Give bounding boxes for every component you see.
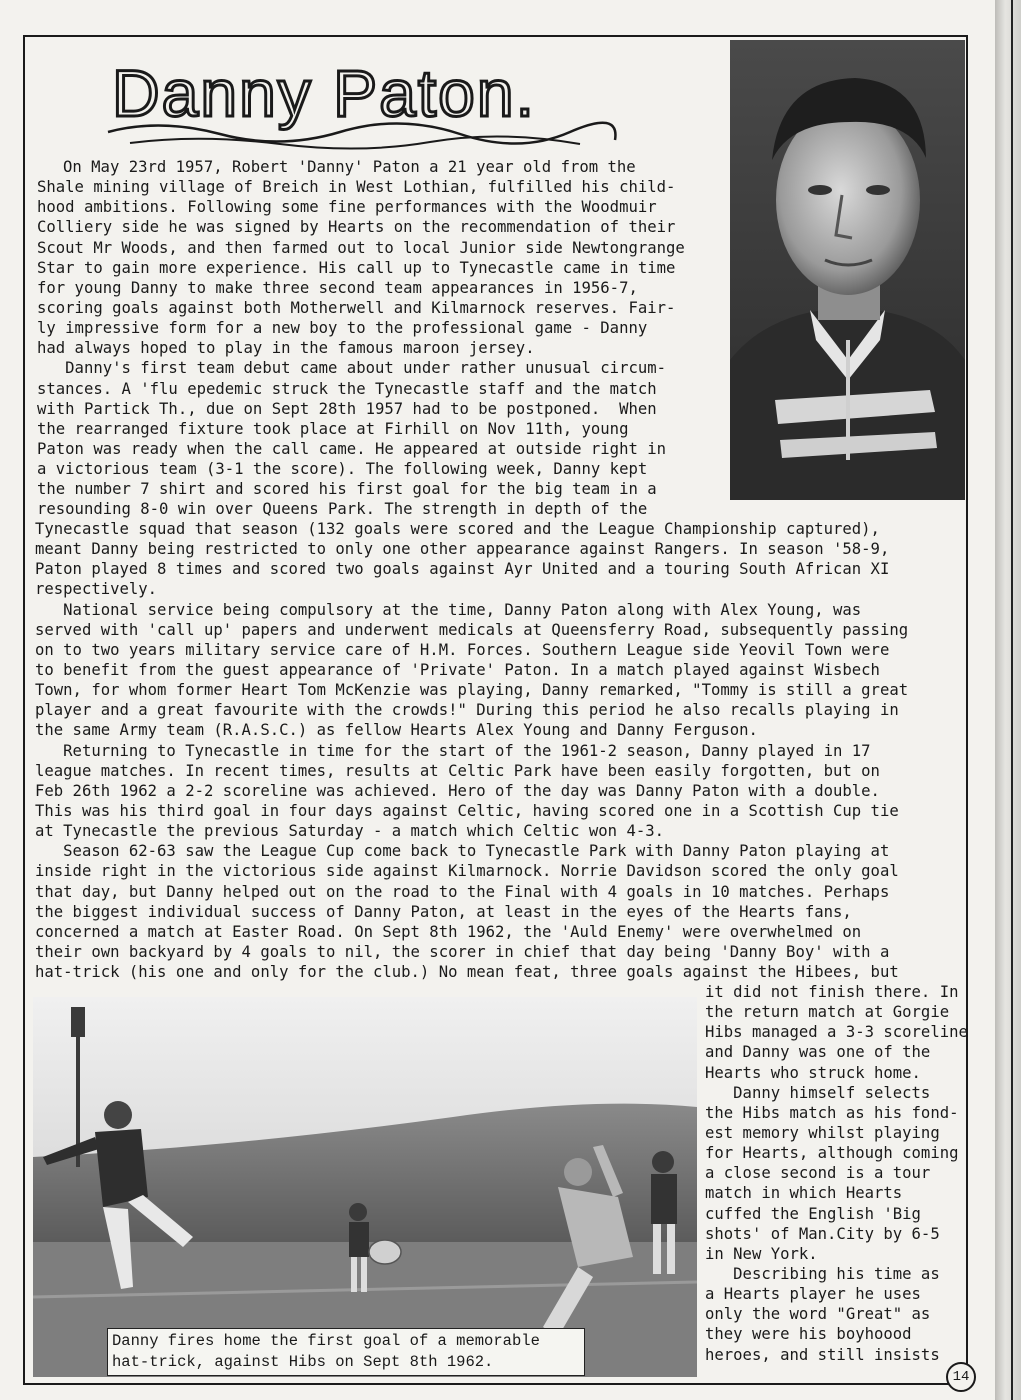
page-number: 14 [946,1362,976,1392]
text-line: at Tynecastle the previous Saturday - a match which Celtic won 4-3. [35,822,665,841]
caption-line-1: Danny fires home the first goal of a memorable [112,1332,540,1350]
text-line: Shale mining village of Breich in West Lothian, fulfilled his child- [37,178,676,197]
text-line: meant Danny being restricted to only one other appearance against Rangers. In season '58-9, [35,540,890,559]
text-line: a Hearts player he uses [705,1285,921,1304]
text-line: in New York. [705,1244,818,1263]
text-line: resounding 8-0 win over Queens Park. The strength in depth of the [37,500,648,519]
photo-caption [107,1328,585,1376]
text-line: and Danny was one of the [705,1043,931,1062]
text-line: that day, but Danny helped out on the road to the Final with 4 goals in 10 matches. Perhaps [35,882,890,901]
text-line: National service being compulsory at the time, Danny Paton along with Alex Young, was [35,600,862,619]
text-line: Danny himself selects [705,1083,931,1102]
article-text-side [705,982,968,1365]
football [369,1240,401,1264]
match-photo [33,997,697,1377]
text-line: the same Army team (R.A.S.C.) as fellow Hearts Alex Young and Danny Ferguson. [35,721,758,740]
text-line: served with 'call up' papers and underwent medicals at Queensferry Road, subsequently passing [35,620,909,639]
text-line: match in which Hearts [705,1184,903,1203]
text-line: to benefit from the guest appearance of 'Private' Paton. In a match played against Wisbech [35,660,880,679]
text-line: shots' of Man.City by 6-5 [705,1224,940,1243]
text-line: respectively. [35,580,158,599]
text-line: est memory whilst playing [705,1123,940,1142]
caption-line-2: hat-trick, against Hibs on Sept 8th 1962. [112,1353,494,1371]
text-line: Scout Mr Woods, and then farmed out to local Junior side Newtongrange [37,238,685,257]
portrait-photo [730,40,965,500]
text-line: ly impressive form for a new boy to the professional game - Danny [37,319,648,338]
text-line: Town, for whom former Heart Tom McKenzie was playing, Danny remarked, "Tommy is still a great [35,681,909,700]
text-line: for Hearts, although coming [705,1144,959,1163]
page-title [100,48,620,156]
text-line: had always hoped to play in the famous maroon jersey. [37,339,535,358]
text-line: Danny's first team debut came about under rather unusual circum- [37,359,667,378]
text-line: the Hibs match as his fond- [705,1103,959,1122]
text-line: only the word "Great" as [705,1305,931,1324]
text-line: inside right in the victorious side against Kilmarnock. Norrie Davidson scored the only goal [35,862,899,881]
text-line: Returning to Tynecastle in time for the start of the 1961-2 season, Danny played in 17 [35,741,871,760]
page-edge [995,0,1021,1400]
text-line: their own backyard by 4 goals to nil, the scorer in chief that day being 'Danny Boy' with a [35,942,890,961]
text-line: league matches. In recent times, results at Celtic Park have been easily forgotten, but on [35,761,880,780]
text-line: Season 62-63 saw the League Cup come back to Tynecastle Park with Danny Paton playing at [35,842,890,861]
title-underline [108,123,615,144]
text-line: Tynecastle squad that season (132 goals were scored and the League Championship captured), [35,520,880,538]
text-line: a victorious team (3-1 the score). The following week, Danny kept [37,460,648,479]
text-line: heroes, and still insists [705,1345,940,1364]
text-line: for young Danny to make three second team appearances in 1956-7, [37,278,638,297]
text-line: the return match at Gorgie [705,1003,950,1022]
text-line: on to two years military service care of H.M. Forces. Southern League side Yeovil Town were [35,640,890,659]
article-text-middle [35,519,908,982]
text-line: Describing his time as [705,1264,940,1283]
text-line: player and a great favourite with the crowds!" During this period he also recalls playing in [35,701,899,720]
article-text-top [37,157,685,520]
text-line: Paton played 8 times and scored two goals against Ayr United and a touring South African XI [35,560,890,579]
text-line: the biggest individual success of Danny Paton, at least in the eyes of the Hearts fans, [35,902,852,921]
text-line: Hearts who struck home. [705,1063,921,1082]
text-line: Hibs managed a 3-3 scoreline [705,1023,968,1042]
text-line: On May 23rd 1957, Robert 'Danny' Paton a 21 year old from the [63,158,636,176]
text-line: scoring goals against both Motherwell and Kilmarnock reserves. Fair- [37,298,676,317]
text-line: stances. A 'flu epedemic struck the Tynecastle staff and the match [37,379,657,398]
text-line: cuffed the English 'Big [705,1204,921,1223]
text-line: hood ambitions. Following some fine performances with the Woodmuir [37,198,657,217]
text-line: concerned a match at Easter Road. On Sept 8th 1962, the 'Auld Enemy' were overwhelmed on [35,922,862,941]
text-line: Star to gain more experience. His call up to Tynecastle came in time [37,258,676,277]
title-lettering [100,48,620,156]
text-line: with Partick Th., due on Sept 28th 1957 had to be postponed. When [37,399,657,418]
text-line: Colliery side he was signed by Hearts on the recommendation of their [37,218,676,237]
text-line: it did not finish there. In [705,983,959,1001]
text-line: Feb 26th 1962 a 2-2 scoreline was achieved. Hero of the day was Danny Paton with a double. [35,781,880,800]
text-line: hat-trick (his one and only for the club.) No mean feat, three goals against the Hibees, but [35,963,899,982]
text-line: a close second is a tour [705,1164,931,1183]
text-line: Paton was ready when the call came. He appeared at outside right in [37,439,667,458]
text-line: they were his boyhoood [705,1325,912,1344]
title-text: Danny Paton. [112,56,536,130]
text-line: the rearranged fixture took place at Firhill on Nov 11th, young [37,419,629,438]
text-line: the number 7 shirt and scored his first goal for the big team in a [37,480,657,499]
text-line: This was his third goal in four days against Celtic, having scored one in a Scottish Cup tie [35,801,899,820]
